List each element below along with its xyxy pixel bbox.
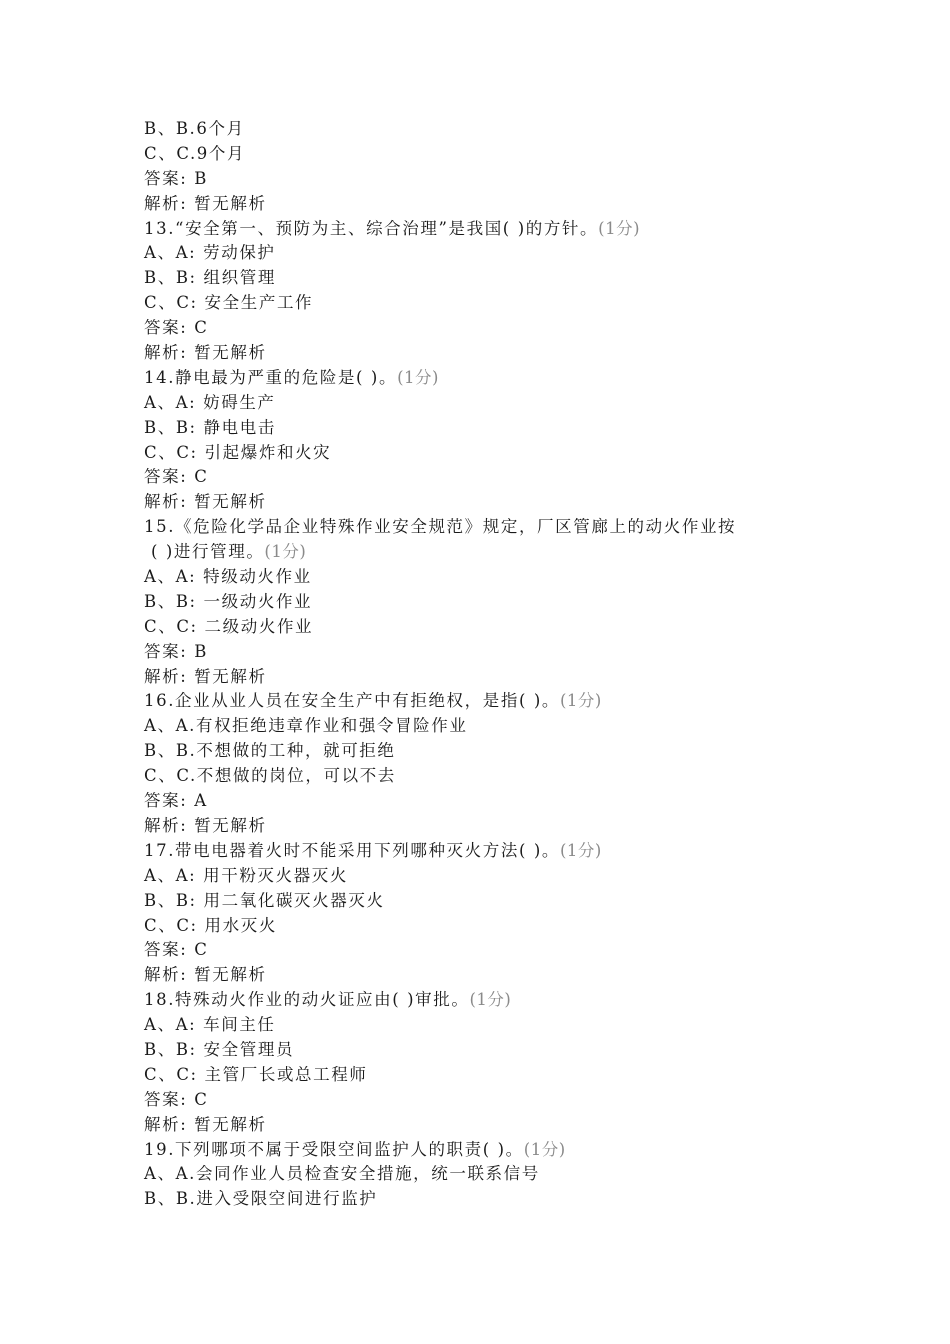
analysis-line — [144, 490, 804, 515]
answer-line — [144, 640, 804, 665]
option-line — [144, 739, 804, 764]
score-label: (1分) — [523, 1139, 566, 1159]
answer-line — [144, 465, 804, 490]
question-line — [144, 515, 804, 540]
question-text: 17.带电电器着火时不能采用下列哪种灭火方法( )。 — [144, 840, 560, 860]
score-label: (1分) — [264, 542, 307, 562]
question-line — [144, 839, 804, 864]
option-text: A、A: 车间主任 — [144, 1015, 276, 1035]
score-label: (1分) — [598, 218, 641, 238]
option-text: B、B.进入受限空间进行监护 — [144, 1189, 378, 1209]
option-line — [144, 1187, 804, 1212]
analysis-line — [144, 814, 804, 839]
option-line — [144, 391, 804, 416]
question-text: 18.特殊动火作业的动火证应由( )审批。 — [144, 990, 470, 1010]
question-text: 19.下列哪项不属于受限空间监护人的职责( )。 — [144, 1139, 524, 1159]
option-text: A、A: 用干粉灭火器灭火 — [144, 865, 348, 885]
question-text: 14.静电最为严重的危险是( )。 — [144, 367, 398, 387]
answer-line — [144, 167, 804, 192]
question-line — [144, 366, 804, 391]
analysis-text: 解析: 暂无解析 — [144, 343, 267, 363]
question-line — [144, 1138, 804, 1163]
answer-text: 答案: B — [144, 168, 208, 188]
option-line — [144, 291, 804, 316]
option-line — [144, 1162, 804, 1187]
option-text: B、B: 静电电击 — [144, 417, 276, 437]
option-text: B、B: 安全管理员 — [144, 1039, 295, 1059]
option-text: C、C: 主管厂长或总工程师 — [144, 1064, 368, 1084]
option-text: C、C.不想做的岗位，可以不去 — [144, 766, 396, 786]
option-line — [144, 142, 804, 167]
option-line — [144, 565, 804, 590]
question-cont-text: ( )进行管理。 — [151, 542, 265, 562]
question-line — [144, 988, 804, 1013]
option-text: C、C.9个月 — [144, 143, 246, 163]
option-line — [144, 416, 804, 441]
answer-text: 答案: B — [144, 641, 208, 661]
option-text: B、B: 组织管理 — [144, 268, 276, 288]
question-text: 15.《危险化学品企业特殊作业安全规范》规定，厂区管廊上的动火作业按 — [144, 517, 737, 537]
answer-text: 答案: A — [144, 791, 208, 811]
option-text: C、C: 用水灭火 — [144, 915, 277, 935]
analysis-line — [144, 341, 804, 366]
option-line — [144, 241, 804, 266]
analysis-line — [144, 665, 804, 690]
option-line — [144, 441, 804, 466]
option-text: A、A: 劳动保护 — [144, 243, 276, 263]
analysis-line — [144, 963, 804, 988]
option-text: B、B.不想做的工种，就可拒绝 — [144, 741, 396, 761]
analysis-text: 解析: 暂无解析 — [144, 666, 267, 686]
option-text: A、A.有权拒绝违章作业和强令冒险作业 — [144, 716, 468, 736]
answer-text: 答案: C — [144, 467, 209, 487]
answer-line — [144, 789, 804, 814]
option-line — [144, 889, 804, 914]
analysis-text: 解析: 暂无解析 — [144, 815, 267, 835]
answer-text: 答案: C — [144, 1089, 209, 1109]
option-line — [144, 764, 804, 789]
question-line — [144, 217, 804, 242]
answer-text: 答案: C — [144, 318, 209, 338]
answer-line — [144, 316, 804, 341]
option-line — [144, 714, 804, 739]
question-cont-line — [144, 540, 804, 565]
answer-text: 答案: C — [144, 940, 209, 960]
question-text: 13.“安全第一、预防为主、综合治理”是我国( )的方针。 — [144, 218, 599, 238]
document-body — [144, 117, 804, 1212]
option-line — [144, 590, 804, 615]
option-text: B、B.6个月 — [144, 119, 245, 138]
option-text: B、B: 用二氧化碳灭火器灭火 — [144, 890, 385, 910]
analysis-text: 解析: 暂无解析 — [144, 965, 267, 985]
option-line — [144, 1038, 804, 1063]
option-text: A、A: 特级动火作业 — [144, 567, 312, 587]
option-line — [144, 117, 804, 142]
option-text: A、A.会同作业人员检查安全措施，统一联系信号 — [144, 1164, 540, 1184]
option-text: C、C: 安全生产工作 — [144, 293, 314, 313]
answer-line — [144, 938, 804, 963]
option-line — [144, 266, 804, 291]
option-text: A、A: 妨碍生产 — [144, 392, 276, 412]
option-line — [144, 864, 804, 889]
analysis-line — [144, 1113, 804, 1138]
question-line — [144, 689, 804, 714]
analysis-text: 解析: 暂无解析 — [144, 1114, 267, 1134]
analysis-text: 解析: 暂无解析 — [144, 193, 267, 213]
option-line — [144, 914, 804, 939]
score-label: (1分) — [559, 840, 602, 860]
analysis-text: 解析: 暂无解析 — [144, 492, 267, 512]
score-label: (1分) — [559, 691, 602, 711]
score-label: (1分) — [397, 367, 439, 387]
option-line — [144, 1063, 804, 1088]
option-line — [144, 615, 804, 640]
analysis-line — [144, 192, 804, 217]
option-text: C、C: 二级动火作业 — [144, 616, 314, 636]
option-text: C、C: 引起爆炸和火灾 — [144, 442, 332, 462]
question-text: 16.企业从业人员在安全生产中有拒绝权，是指( )。 — [144, 691, 560, 711]
score-label: (1分) — [469, 990, 512, 1010]
option-line — [144, 1013, 804, 1038]
option-text: B、B: 一级动火作业 — [144, 591, 313, 611]
answer-line — [144, 1088, 804, 1113]
